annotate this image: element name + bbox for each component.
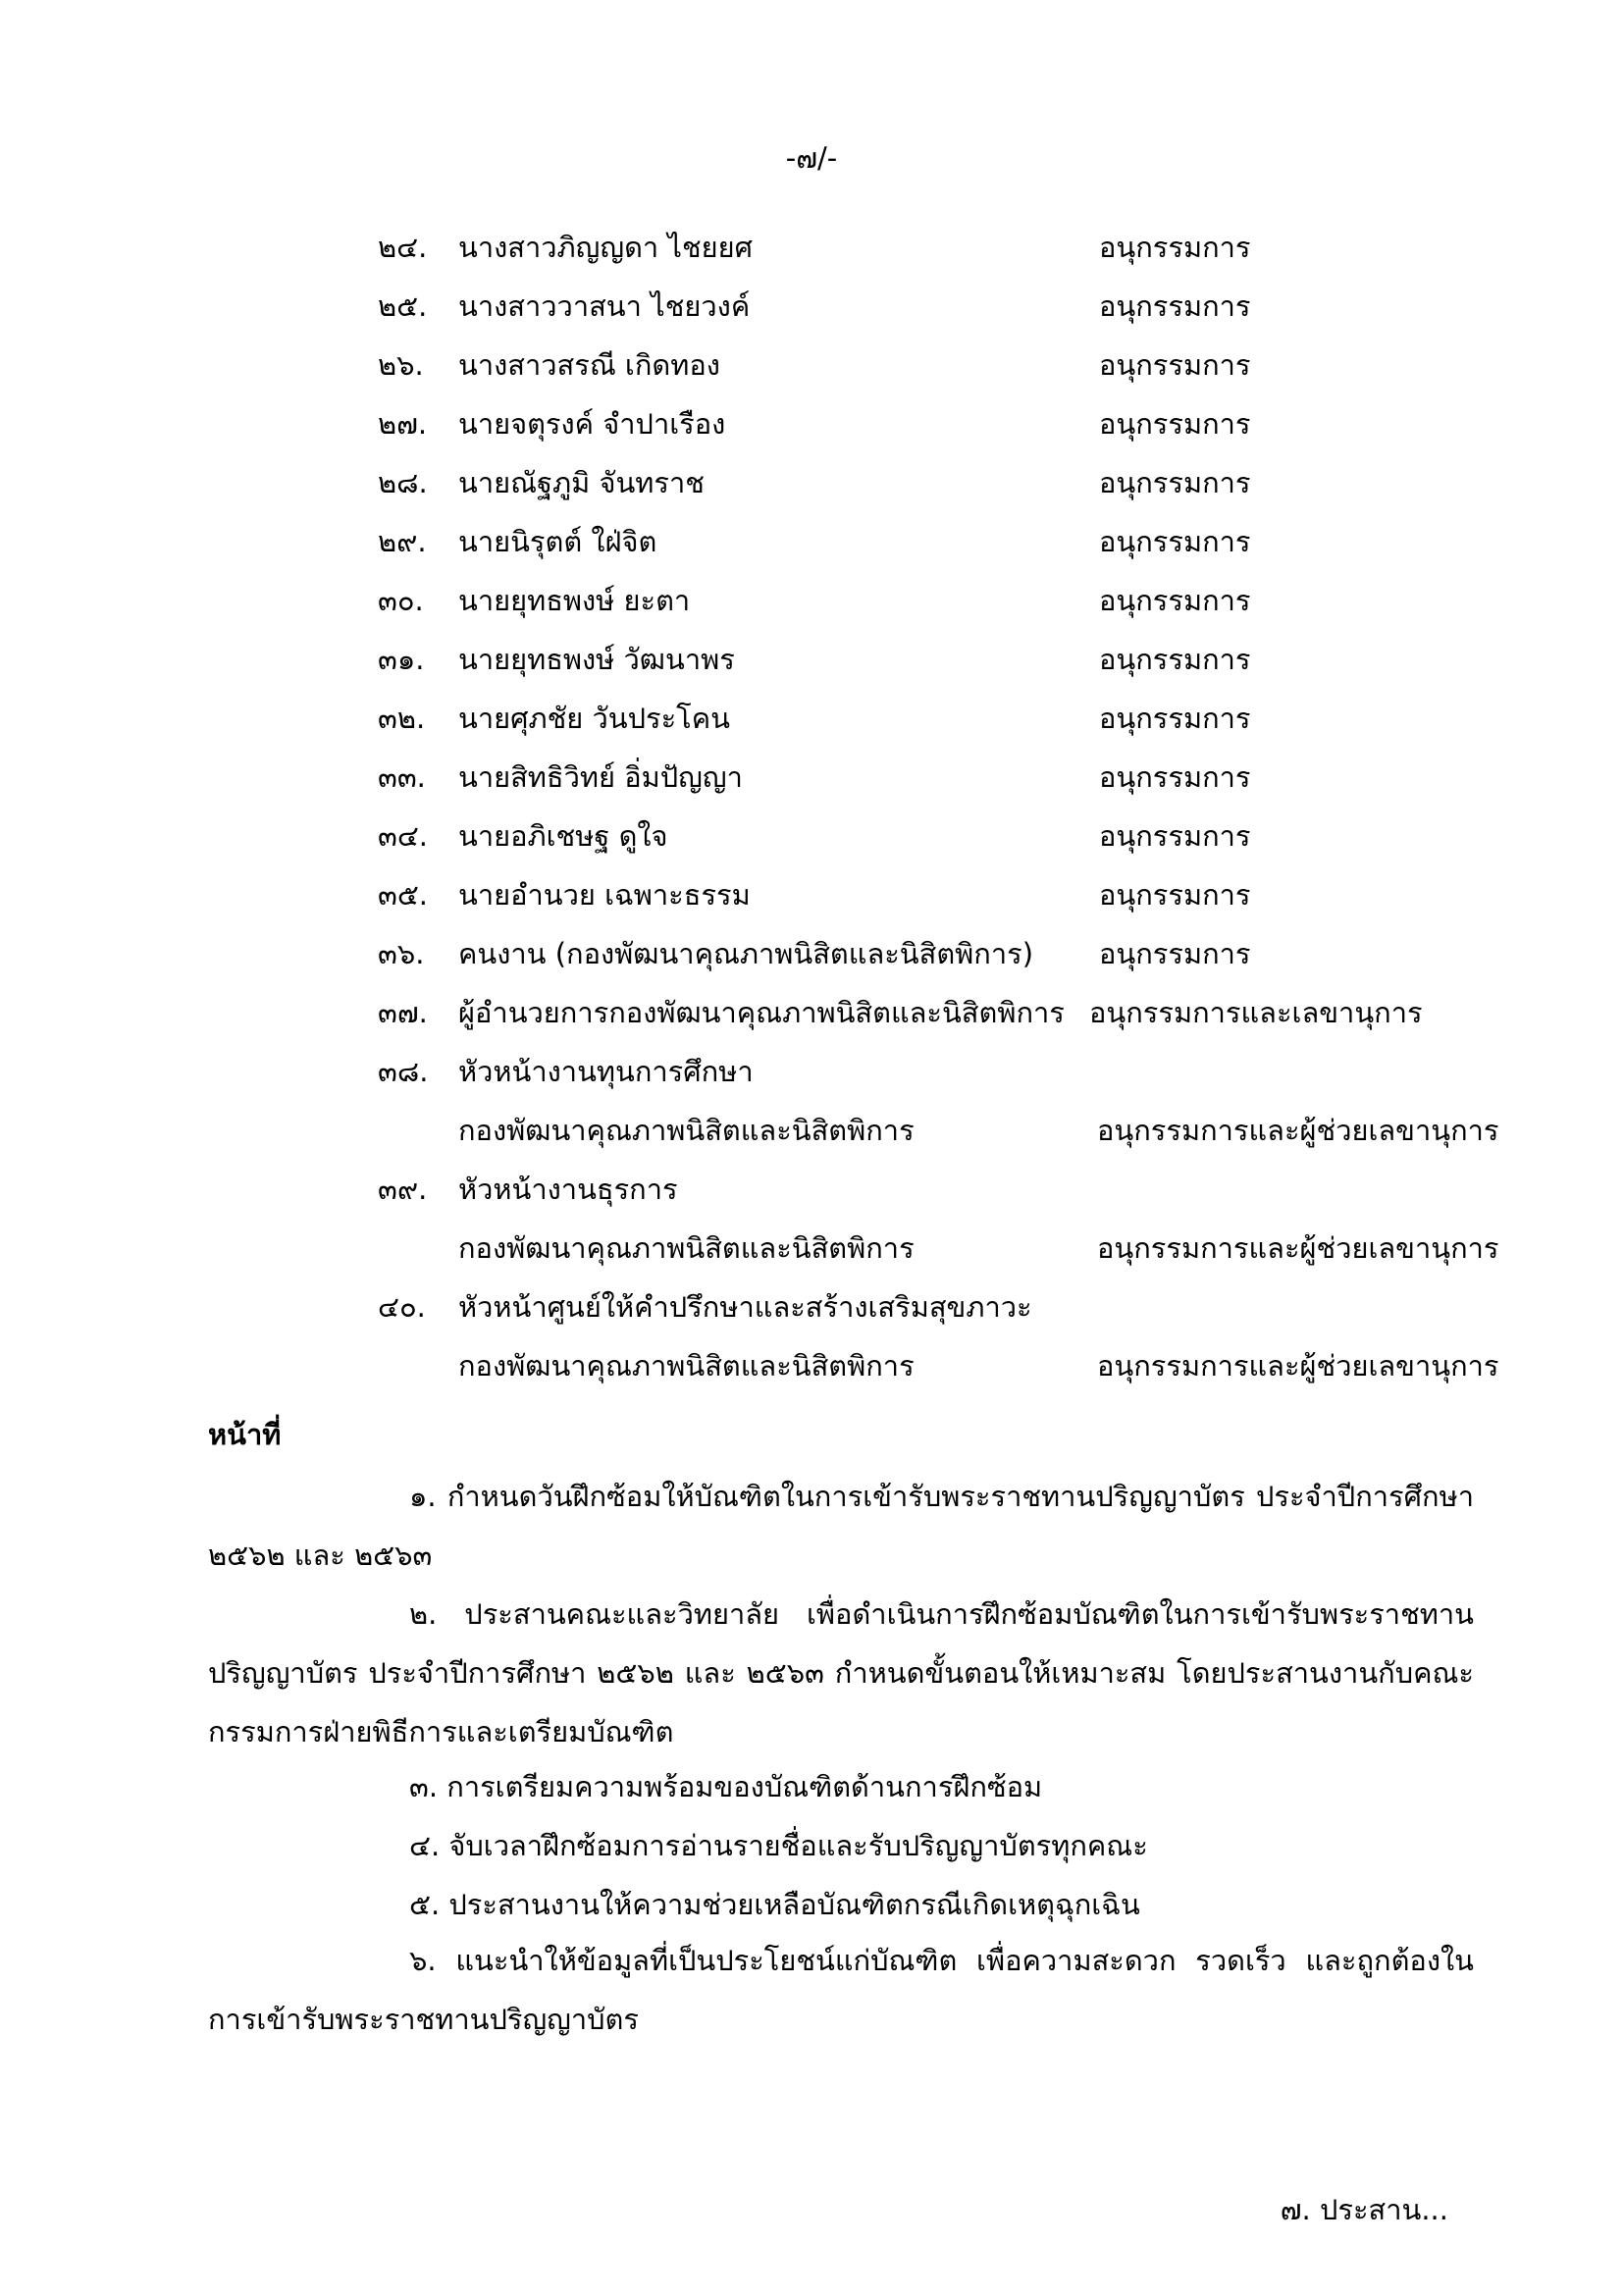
member-role: อนุกรรมการ xyxy=(1099,407,1251,441)
item-number: ๒๗. xyxy=(378,407,428,441)
list-item xyxy=(378,1048,1467,1095)
member-name: นายอำนวย เฉพาะธรรม xyxy=(458,878,751,912)
member-name: นายสิทธิวิทย์ อิ่มปัญญา xyxy=(458,760,743,794)
member-name: นางสาววาสนา ไชยวงค์ xyxy=(458,289,751,323)
duty-text: ๒. ประสานคณะและวิทยาลัย เพื่อดำเนินการฝึกซ้อมบัณฑิตในการเข้ารับพระราชทานปริญญาบัตร ประจำปีการศึกษา ๒๕๖๒ และ ๒๕๖๓ กำหนดขั้นตอนให้เหมาะสม โดยประสานงานกับคณะกรรมการฝ่ายพิธีการและเตรียมบัณฑิต xyxy=(208,1597,1474,1748)
item-number: ๓๑. xyxy=(378,643,425,676)
member-role: อนุกรรมการและผู้ช่วยเลขานุการ xyxy=(1097,1349,1499,1383)
member-role: อนุกรรมการและผู้ช่วยเลขานุการ xyxy=(1097,1114,1499,1147)
member-role: อนุกรรมการและเลขานุการ xyxy=(1089,996,1423,1029)
duty-paragraph xyxy=(208,1585,1474,1761)
item-number: ๓๘. xyxy=(378,1055,429,1088)
member-name: นางสาวภิญญดา ไชยยศ xyxy=(458,231,754,264)
list-item xyxy=(378,577,1467,624)
member-department: กองพัฒนาคุณภาพนิสิตและนิสิตพิการ xyxy=(458,1114,915,1147)
duty-item: ๕. ประสานงานให้ความช่วยเหลือบัณฑิตกรณีเกิดเหตุฉุกเฉิน xyxy=(409,1888,1140,1921)
member-position: หัวหน้างานทุนการศึกษา xyxy=(458,1055,754,1088)
member-position: หัวหน้างานธุรการ xyxy=(458,1173,678,1206)
list-item xyxy=(378,400,1467,447)
duty-item: ๓. การเตรียมความพร้อมของบัณฑิตด้านการฝึกซ้อม xyxy=(409,1770,1043,1803)
item-number: ๓๒. xyxy=(378,702,426,735)
duty-item: ๔. จับเวลาฝึกซ้อมการอ่านรายชื่อและรับปริญญาบัตรทุกคณะ xyxy=(409,1829,1148,1862)
member-department: กองพัฒนาคุณภาพนิสิตและนิสิตพิการ xyxy=(458,1349,915,1383)
member-role: อนุกรรมการ xyxy=(1099,702,1251,735)
item-number: ๓๗. xyxy=(378,996,428,1029)
member-role: อนุกรรมการ xyxy=(1099,760,1251,794)
item-number: ๒๖. xyxy=(378,348,424,382)
page-number: -๗/- xyxy=(785,141,838,175)
duty-text: ๖. แนะนำให้ข้อมูลที่เป็นประโยชน์แก่บัณฑิต เพื่อความสะดวก รวดเร็ว และถูกต้องในการเข้ารับพระราชทานปริญญาบัตร xyxy=(208,1944,1474,2036)
list-item xyxy=(378,1283,1467,1331)
member-name: นายยุทธพงษ์ วัฒนาพร xyxy=(458,643,735,676)
member-position: หัวหน้าศูนย์ให้คำปรึกษาและสร้างเสริมสุขภาวะ xyxy=(458,1290,1032,1324)
list-item xyxy=(378,871,1467,918)
duty-paragraph xyxy=(208,1467,1474,1585)
member-role: อนุกรรมการและผู้ช่วยเลขานุการ xyxy=(1097,1231,1499,1265)
item-number: ๓๔. xyxy=(378,819,428,853)
duty-paragraph xyxy=(208,1931,1474,2049)
member-name: นายจตุรงค์ จำปาเรือง xyxy=(458,407,726,441)
member-role: อนุกรรมการ xyxy=(1099,819,1251,853)
item-number: ๓๐. xyxy=(378,584,424,617)
member-role: อนุกรรมการ xyxy=(1099,584,1251,617)
item-number: ๒๘. xyxy=(378,466,428,499)
member-name: นายยุทธพงษ์ ยะตา xyxy=(458,584,691,617)
item-number: ๔๐. xyxy=(378,1290,426,1324)
item-number: ๒๕. xyxy=(378,289,428,323)
page-continuation: ๗. ประสาน... xyxy=(1280,2193,1448,2226)
list-item xyxy=(378,341,1467,389)
item-number: ๓๓. xyxy=(378,760,426,794)
list-item xyxy=(378,695,1467,742)
member-name: นางสาวสรณี เกิดทอง xyxy=(458,348,720,382)
item-number: ๓๖. xyxy=(378,937,425,970)
item-number: ๓๕. xyxy=(378,878,428,912)
duty-text: ๑. กำหนดวันฝึกซ้อมให้บัณฑิตในการเข้ารับพระราชทานปริญญาบัตร ประจำปีการศึกษา ๒๕๖๒ และ ๒๕๖๓ xyxy=(208,1480,1474,1572)
list-item xyxy=(378,1166,1467,1213)
member-name: นายณัฐภูมิ จันทราช xyxy=(458,466,705,499)
member-role: อนุกรรมการ xyxy=(1099,231,1251,264)
list-item xyxy=(378,930,1467,977)
member-name: นายอภิเชษฐ ดูใจ xyxy=(458,819,668,853)
member-role: อนุกรรมการ xyxy=(1099,643,1251,676)
member-role: อนุกรรมการ xyxy=(1099,466,1251,499)
member-role: อนุกรรมการ xyxy=(1099,348,1251,382)
item-number: ๒๔. xyxy=(378,231,428,264)
list-item xyxy=(378,989,1467,1036)
member-role: อนุกรรมการ xyxy=(1099,289,1251,323)
list-item xyxy=(378,812,1467,860)
list-item xyxy=(378,283,1467,330)
item-number: ๒๙. xyxy=(378,525,427,558)
member-name: คนงาน (กองพัฒนาคุณภาพนิสิตและนิสิตพิการ) xyxy=(458,937,1034,970)
member-name: นายนิรุตต์ ใฝ่จิต xyxy=(458,525,657,558)
duties-heading: หน้าที่ xyxy=(208,1418,282,1451)
member-role: อนุกรรมการ xyxy=(1099,525,1251,558)
member-name: ผู้อำนวยการกองพัฒนาคุณภาพนิสิตและนิสิตพิการ xyxy=(458,996,1065,1029)
member-department: กองพัฒนาคุณภาพนิสิตและนิสิตพิการ xyxy=(458,1231,915,1265)
member-name: นายศุภชัย วันประโคน xyxy=(458,702,730,735)
member-role: อนุกรรมการ xyxy=(1099,937,1251,970)
list-item xyxy=(378,459,1467,506)
list-item xyxy=(378,636,1467,683)
list-item xyxy=(378,224,1467,271)
list-item xyxy=(378,754,1467,801)
member-role: อนุกรรมการ xyxy=(1099,878,1251,912)
item-number: ๓๙. xyxy=(378,1173,428,1206)
list-item xyxy=(378,518,1467,565)
